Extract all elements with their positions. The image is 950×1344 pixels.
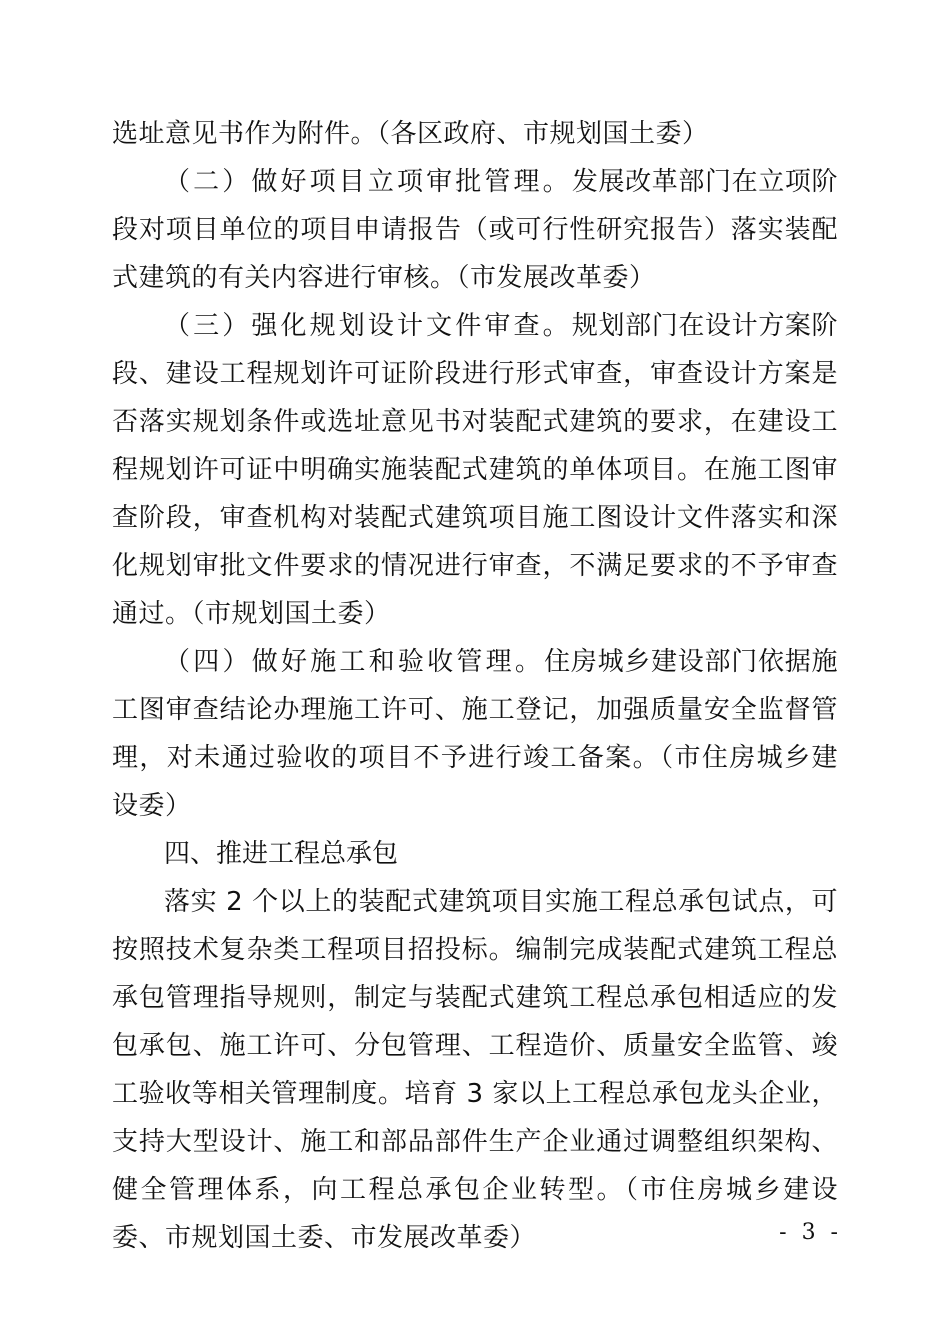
paragraph-continuation bbox=[112, 110, 838, 158]
paragraph-text: 选址意见书作为附件。（各区政府、市规划国土委） bbox=[112, 119, 709, 149]
paragraph-text: 规划部门在设计方案阶段、建设工程规划许可证阶段进行形式审查，审查设计方案是否落实规划条件或选址意见书对装配式建筑的要求，在建设工程规划许可证中明确实施装配式建筑的单体项目。在施工图审查阶段，审查机构对装配式建筑项目施工图设计文件落实和深化规划审批文件要求的情况进行审查，不满足要求的不予审查通过。（市规划国土委） bbox=[112, 311, 838, 629]
page-number: - 3 - bbox=[779, 1220, 842, 1245]
paragraph-lead: （三）强化规划设计文件审查。 bbox=[164, 311, 572, 341]
document-body bbox=[112, 110, 838, 1262]
paragraph-text: 住房城乡建设部门依据施工图审查结论办理施工许可、施工登记，加强质量安全监督管理，对未通过验收的项目不予进行竣工备案。（市住房城乡建设委） bbox=[112, 647, 838, 821]
paragraph-lead: （四）做好施工和验收管理。 bbox=[164, 647, 545, 677]
paragraph-item-2 bbox=[112, 158, 838, 302]
section-heading: 四、推进工程总承包 bbox=[164, 839, 399, 869]
paragraph-text: 发展改革部门在立项阶段对项目单位的项目申请报告（或可行性研究报告）落实装配式建筑的有关内容进行审核。（市发展改革委） bbox=[112, 167, 838, 293]
section-paragraph: 落实 2 个以上的装配式建筑项目实施工程总承包试点，可按照技术复杂类工程项目招投标。编制完成装配式建筑工程总承包管理指导规则，制定与装配式建筑工程总承包相适应的发包承包、施工许可、分包管理、工程造价、质量安全监管、竣工验收等相关管理制度。培育 3 家以上工程总承包龙头企业，支持大型设计、施工和部品部件生产企业通过调整组织架构、健全管理体系，向工程总承包企业转型。（市住房城乡建设委、市规划国土委、市发展改革委） bbox=[112, 887, 838, 1253]
paragraph-item-4 bbox=[112, 638, 838, 830]
paragraph-item-3 bbox=[112, 302, 838, 638]
paragraph-lead: （二）做好项目立项审批管理。 bbox=[164, 167, 572, 197]
